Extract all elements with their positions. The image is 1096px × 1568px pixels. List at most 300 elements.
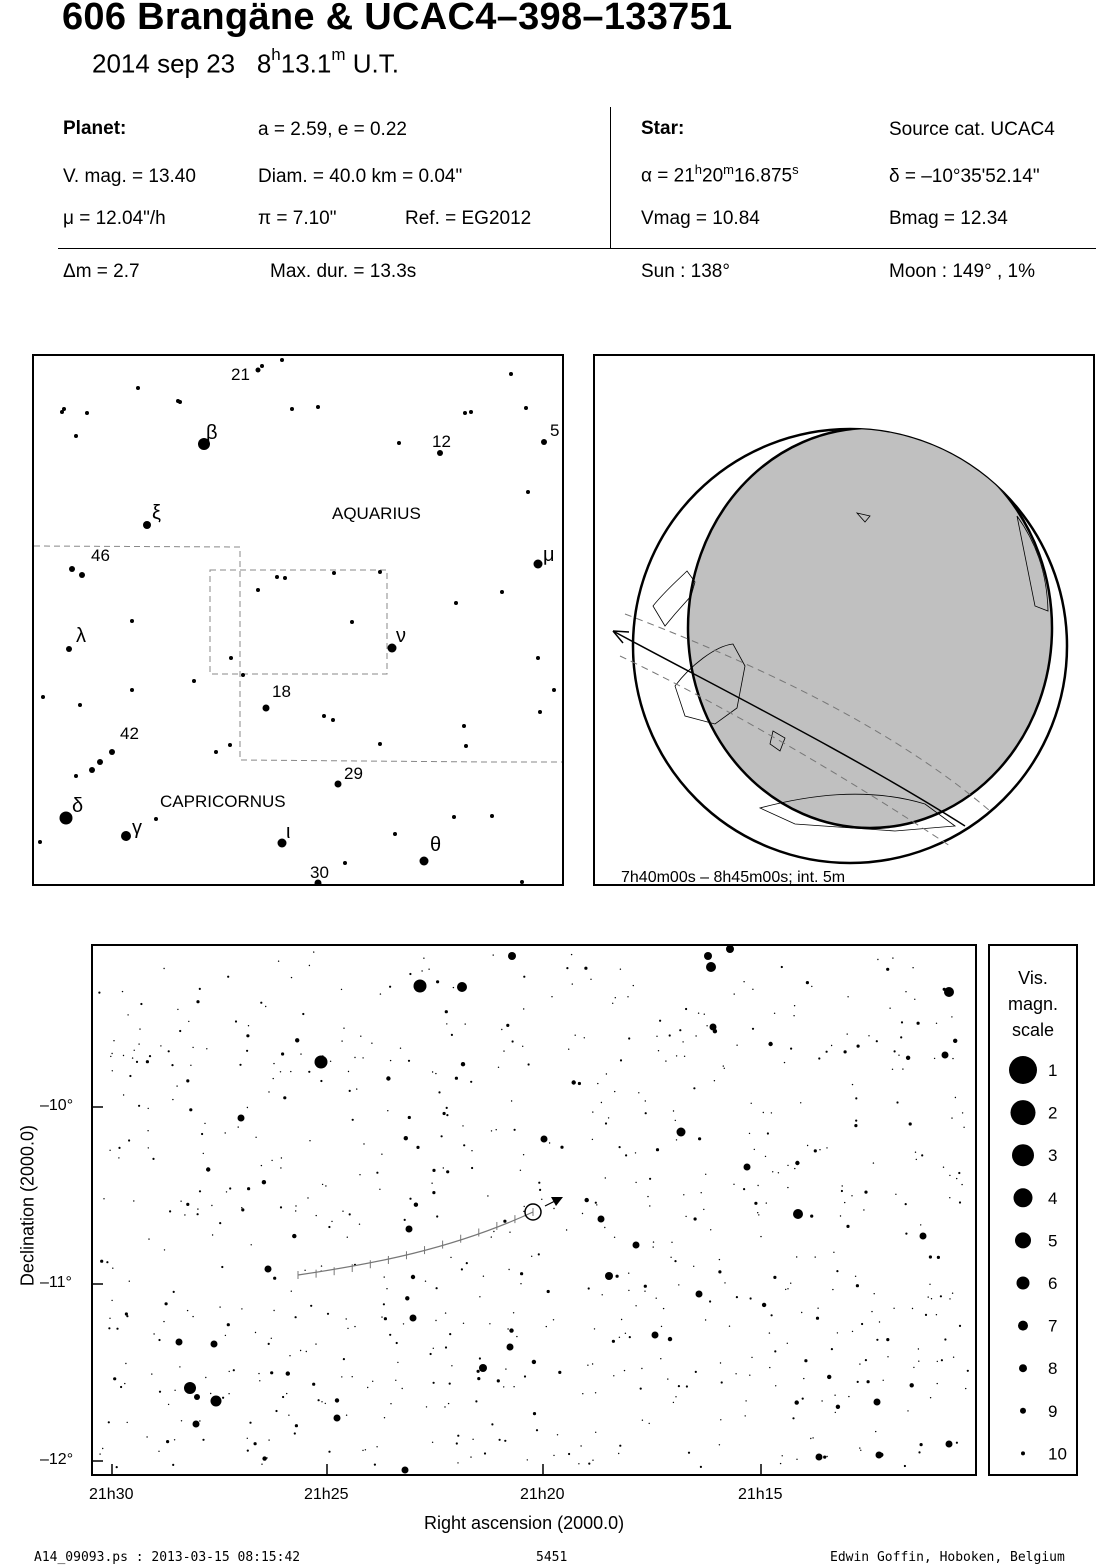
field-star xyxy=(225,1132,226,1133)
field-star xyxy=(462,1125,463,1126)
field-star xyxy=(596,1204,597,1205)
label-12: 12 xyxy=(432,432,451,451)
label-nu: ν xyxy=(396,625,406,647)
field-star xyxy=(309,965,310,966)
field-star xyxy=(270,1371,273,1374)
legend-dot xyxy=(1014,1188,1033,1207)
field-star xyxy=(704,1014,705,1015)
field-star xyxy=(847,996,848,997)
field-star xyxy=(316,1215,317,1216)
field-star xyxy=(767,1132,769,1134)
finder-star xyxy=(228,743,232,747)
field-star xyxy=(536,1429,538,1431)
field-star xyxy=(673,1402,674,1403)
field-star xyxy=(348,1071,349,1072)
detail-area-box xyxy=(210,570,387,674)
field-star xyxy=(769,1367,770,1368)
field-star xyxy=(341,989,342,990)
field-star xyxy=(414,1203,418,1207)
field-star xyxy=(184,1214,185,1215)
bright-star xyxy=(238,1115,245,1122)
bright-star xyxy=(874,1399,881,1406)
field-star xyxy=(762,1303,766,1307)
field-star xyxy=(491,1130,492,1131)
field-star xyxy=(653,1241,654,1242)
field-star xyxy=(936,1314,937,1315)
field-star xyxy=(321,1265,322,1266)
field-star xyxy=(628,1273,629,1274)
legend-dot xyxy=(1018,1321,1028,1331)
field-star xyxy=(709,1300,711,1302)
field-star xyxy=(384,1276,385,1277)
field-star xyxy=(653,1246,654,1247)
field-star xyxy=(918,1361,919,1362)
field-star xyxy=(851,1195,852,1196)
field-star xyxy=(153,1333,154,1334)
field-star xyxy=(433,1382,435,1384)
field-star xyxy=(584,1037,585,1038)
field-star xyxy=(507,1328,508,1329)
field-star xyxy=(514,1129,516,1131)
finder-star xyxy=(290,407,294,411)
field-star xyxy=(745,1415,746,1416)
field-star xyxy=(341,1376,342,1377)
field-star xyxy=(128,1139,130,1141)
field-star xyxy=(818,1057,820,1059)
field-star xyxy=(433,1348,434,1349)
legend-dot xyxy=(1011,1100,1036,1125)
finder-star xyxy=(275,575,279,579)
field-star xyxy=(477,1377,480,1380)
field-star xyxy=(628,1290,629,1291)
field-star xyxy=(343,1358,345,1360)
field-star xyxy=(432,1071,433,1072)
asteroid-track xyxy=(298,1212,533,1275)
legend-dot xyxy=(1017,1277,1030,1290)
field-star xyxy=(106,1261,108,1263)
field-star xyxy=(801,1312,802,1313)
field-star xyxy=(918,1451,920,1453)
field-star xyxy=(346,1415,347,1416)
field-star xyxy=(179,1366,180,1367)
field-star xyxy=(367,1387,368,1388)
field-star xyxy=(149,1055,151,1057)
field-star xyxy=(376,1446,377,1447)
field-star xyxy=(386,1076,390,1080)
field-star xyxy=(886,1338,889,1341)
magnitude-drop: Δm = 2.7 xyxy=(63,261,140,282)
field-star xyxy=(187,1310,188,1311)
field-star xyxy=(765,1156,766,1157)
field-star xyxy=(854,1124,857,1127)
field-star xyxy=(720,1362,721,1363)
field-star xyxy=(694,1217,697,1220)
field-star xyxy=(199,1420,200,1421)
field-star xyxy=(449,1333,451,1335)
field-star xyxy=(787,1343,788,1344)
field-star xyxy=(443,1112,446,1115)
legend-label: 1 xyxy=(1048,1061,1058,1080)
field-star xyxy=(472,1439,473,1440)
field-star xyxy=(400,1048,401,1049)
bright-star xyxy=(414,980,427,993)
field-star xyxy=(451,1365,452,1366)
finder-star xyxy=(121,831,131,841)
field-star xyxy=(914,999,915,1000)
field-star xyxy=(771,1314,773,1316)
field-star xyxy=(937,1383,938,1384)
finder-star xyxy=(109,749,115,755)
finder-star xyxy=(192,679,196,683)
field-star xyxy=(229,1187,231,1189)
field-star xyxy=(102,1448,103,1449)
field-star xyxy=(118,1157,119,1158)
field-star xyxy=(395,1380,396,1381)
field-star xyxy=(568,1049,569,1050)
field-star xyxy=(701,1192,702,1193)
field-star xyxy=(810,1215,813,1218)
x-tick-label: 21h20 xyxy=(520,1486,565,1503)
field-star xyxy=(300,1053,301,1054)
field-star xyxy=(261,1165,262,1166)
finder-star xyxy=(469,410,473,414)
y-axis-label: Declination (2000.0) xyxy=(17,1124,38,1287)
path-direction-arrow xyxy=(613,631,629,643)
field-star xyxy=(408,1116,411,1119)
field-star xyxy=(335,1398,339,1402)
field-star xyxy=(241,1208,244,1211)
field-star xyxy=(292,1234,296,1238)
finder-star xyxy=(420,857,429,866)
field-star xyxy=(493,954,494,955)
x-axis-label: Right ascension (2000.0) xyxy=(424,1513,625,1533)
field-star xyxy=(249,1422,251,1424)
star-delta: δ = –10°35'52.14" xyxy=(889,166,1040,187)
field-star xyxy=(660,1358,661,1359)
finder-star xyxy=(260,364,264,368)
field-star xyxy=(466,1262,468,1264)
field-star xyxy=(100,1260,103,1263)
field-star xyxy=(405,1296,409,1300)
field-star xyxy=(625,1333,626,1334)
field-star xyxy=(952,1058,953,1059)
field-star xyxy=(116,1466,118,1468)
field-star xyxy=(503,1220,506,1223)
field-star xyxy=(724,1068,725,1069)
field-star xyxy=(859,1363,860,1364)
field-star xyxy=(432,1169,435,1172)
field-star xyxy=(445,1312,446,1313)
night-side xyxy=(688,428,1052,828)
field-star xyxy=(446,1107,448,1109)
field-star xyxy=(273,1078,274,1079)
field-star xyxy=(404,1219,406,1221)
legend-label: 3 xyxy=(1048,1146,1058,1166)
label-iota: ι xyxy=(286,821,291,843)
field-star xyxy=(308,1071,310,1073)
field-star xyxy=(360,1036,361,1037)
field-star xyxy=(588,1287,590,1289)
field-star xyxy=(409,1198,411,1200)
field-star xyxy=(310,1305,312,1307)
field-star xyxy=(658,1050,659,1051)
field-star xyxy=(736,1045,737,1046)
field-star xyxy=(796,1459,797,1460)
field-star xyxy=(547,1290,550,1293)
field-star xyxy=(461,1268,463,1270)
finder-star xyxy=(490,814,494,818)
field-star xyxy=(929,1255,932,1258)
field-star xyxy=(734,993,735,994)
x-tick-label: 21h15 xyxy=(738,1486,783,1503)
field-star xyxy=(584,967,587,970)
field-star xyxy=(578,1082,581,1085)
field-star xyxy=(438,1091,440,1093)
field-star xyxy=(241,1207,242,1208)
field-star xyxy=(719,1444,720,1445)
field-star xyxy=(168,1404,169,1405)
finder-star xyxy=(60,812,73,825)
field-star xyxy=(247,1438,248,1439)
field-star xyxy=(781,966,783,968)
finder-star xyxy=(280,358,284,362)
field-star xyxy=(390,1060,391,1061)
field-star xyxy=(560,1146,563,1149)
field-star xyxy=(255,1137,256,1138)
field-star xyxy=(513,1312,514,1313)
field-star xyxy=(952,1293,953,1294)
field-star xyxy=(844,1050,847,1053)
legend-label: 4 xyxy=(1048,1188,1058,1208)
field-star xyxy=(633,985,634,986)
field-star xyxy=(619,1337,620,1338)
field-star xyxy=(404,1136,408,1140)
field-star xyxy=(108,1421,110,1423)
field-star xyxy=(821,1400,822,1401)
finder-star xyxy=(464,744,468,748)
field-star xyxy=(302,1013,304,1015)
field-star xyxy=(644,1291,645,1292)
field-star xyxy=(875,1431,876,1432)
star-heading: Star: xyxy=(641,118,685,139)
field-star xyxy=(910,1383,914,1387)
field-star xyxy=(402,1388,403,1389)
field-star xyxy=(595,1392,596,1393)
field-star xyxy=(315,1343,316,1344)
field-star xyxy=(815,1256,816,1257)
field-star xyxy=(168,1050,170,1052)
field-star xyxy=(112,1070,113,1071)
label-mu: μ xyxy=(543,544,555,566)
field-star xyxy=(381,1154,382,1155)
field-star xyxy=(374,1464,376,1466)
field-star xyxy=(511,1100,512,1101)
field-star xyxy=(372,1381,373,1382)
field-star xyxy=(953,1039,957,1043)
field-star xyxy=(956,1442,958,1444)
star-source: Source cat. UCAC4 xyxy=(889,119,1055,140)
field-star xyxy=(906,1056,910,1060)
y-tick-label: –10° xyxy=(40,1097,74,1114)
field-star xyxy=(645,1112,647,1114)
field-star xyxy=(844,1202,845,1203)
field-star xyxy=(772,1171,773,1172)
field-star xyxy=(129,1281,130,1282)
field-star xyxy=(787,1187,788,1188)
legend-dot xyxy=(1021,1451,1025,1455)
field-star xyxy=(493,1231,494,1232)
field-star xyxy=(551,996,552,997)
field-star xyxy=(819,1149,820,1150)
field-star xyxy=(962,1112,963,1113)
field-star xyxy=(397,1362,398,1363)
field-star xyxy=(949,1175,950,1176)
field-star xyxy=(99,1453,100,1454)
field-star xyxy=(383,1303,385,1305)
field-star xyxy=(465,1023,466,1024)
field-star xyxy=(943,988,946,991)
field-star xyxy=(645,1100,646,1101)
bright-star xyxy=(704,952,712,960)
field-star xyxy=(331,1221,332,1222)
bright-star xyxy=(598,1216,605,1223)
legend-title-line1: Vis. xyxy=(1018,968,1048,988)
footer-file: A14_09093.ps : 2013-03-15 08:15:42 xyxy=(34,1550,301,1565)
finder-star xyxy=(136,386,140,390)
field-star xyxy=(673,1110,674,1111)
field-star xyxy=(138,1043,139,1044)
field-star xyxy=(109,1318,110,1319)
event-minute: 13.1 xyxy=(280,48,332,79)
field-star xyxy=(592,1111,593,1112)
finder-star xyxy=(393,832,397,836)
label-46: 46 xyxy=(91,546,110,565)
field-star xyxy=(111,1053,112,1054)
field-star xyxy=(705,1319,706,1320)
field-star xyxy=(258,1373,259,1374)
field-star xyxy=(233,1369,235,1371)
finder-star xyxy=(89,767,95,773)
field-star xyxy=(695,1371,697,1373)
field-star xyxy=(491,1423,493,1425)
field-star xyxy=(409,973,411,975)
field-star xyxy=(876,1040,878,1042)
field-star xyxy=(865,1359,867,1361)
field-star xyxy=(470,1456,471,1457)
field-star xyxy=(384,1317,387,1320)
field-star xyxy=(421,970,422,971)
field-star xyxy=(667,1378,668,1379)
bright-star xyxy=(652,1332,659,1339)
field-star xyxy=(171,1064,173,1066)
finder-star xyxy=(263,705,270,712)
bright-star xyxy=(507,1344,514,1351)
field-star xyxy=(685,1216,686,1217)
field-star xyxy=(671,1242,672,1243)
field-star xyxy=(349,1090,351,1092)
field-star xyxy=(941,1359,943,1361)
field-star xyxy=(566,1229,567,1230)
finder-star xyxy=(62,407,66,411)
field-star xyxy=(497,1379,500,1382)
field-star xyxy=(254,1442,257,1445)
field-star xyxy=(235,1020,237,1022)
label-theta: θ xyxy=(430,834,442,856)
field-star xyxy=(723,1065,724,1066)
field-star xyxy=(863,1209,864,1210)
field-star xyxy=(456,1442,458,1444)
field-star xyxy=(295,1316,297,1318)
field-star xyxy=(937,1361,938,1362)
field-star xyxy=(620,969,621,970)
field-star xyxy=(408,1060,410,1062)
field-star xyxy=(189,1108,192,1111)
field-star xyxy=(356,1088,357,1089)
field-star xyxy=(504,1440,506,1442)
field-star xyxy=(479,1357,481,1359)
field-star xyxy=(659,1020,661,1022)
field-star xyxy=(831,1045,832,1046)
field-star xyxy=(289,1355,290,1356)
field-star xyxy=(259,1380,260,1381)
field-star xyxy=(620,1059,622,1061)
star-chart-svg xyxy=(93,946,975,1474)
finder-star xyxy=(41,695,45,699)
legend-label: 10 xyxy=(1048,1444,1067,1464)
planet-orbit: a = 2.59, e = 0.22 xyxy=(258,119,407,140)
field-star xyxy=(592,1363,593,1364)
finder-star xyxy=(214,750,218,754)
finder-star xyxy=(538,710,542,714)
field-star xyxy=(528,1063,530,1065)
field-star xyxy=(614,1237,615,1238)
field-star xyxy=(852,1084,853,1085)
field-star xyxy=(920,1443,923,1446)
finder-star xyxy=(322,714,326,718)
field-star xyxy=(164,1249,165,1250)
finder-star xyxy=(541,439,547,445)
field-star xyxy=(602,1294,603,1295)
field-star xyxy=(509,1232,510,1233)
field-star xyxy=(450,1257,451,1258)
field-star xyxy=(211,1205,212,1206)
finder-star xyxy=(74,434,78,438)
event-datetime xyxy=(92,45,399,80)
field-star xyxy=(834,1395,835,1396)
field-star xyxy=(532,1360,536,1364)
bright-star xyxy=(457,982,467,992)
field-star xyxy=(580,1445,581,1446)
field-star xyxy=(509,1328,513,1332)
field-star xyxy=(784,1062,785,1063)
field-star xyxy=(553,1455,554,1456)
field-star xyxy=(860,1450,861,1451)
field-star xyxy=(836,1405,840,1409)
field-star xyxy=(817,1308,818,1309)
finder-star xyxy=(283,576,287,580)
field-star xyxy=(174,1390,175,1391)
field-star xyxy=(423,958,424,959)
field-star xyxy=(268,1091,269,1092)
legend-label: 6 xyxy=(1048,1274,1058,1293)
field-star xyxy=(416,1146,419,1149)
field-star xyxy=(686,1385,688,1387)
field-star xyxy=(794,1005,795,1006)
field-star xyxy=(268,1439,269,1440)
label-18: 18 xyxy=(272,682,291,701)
field-star xyxy=(549,1142,550,1143)
finder-star xyxy=(85,411,89,415)
